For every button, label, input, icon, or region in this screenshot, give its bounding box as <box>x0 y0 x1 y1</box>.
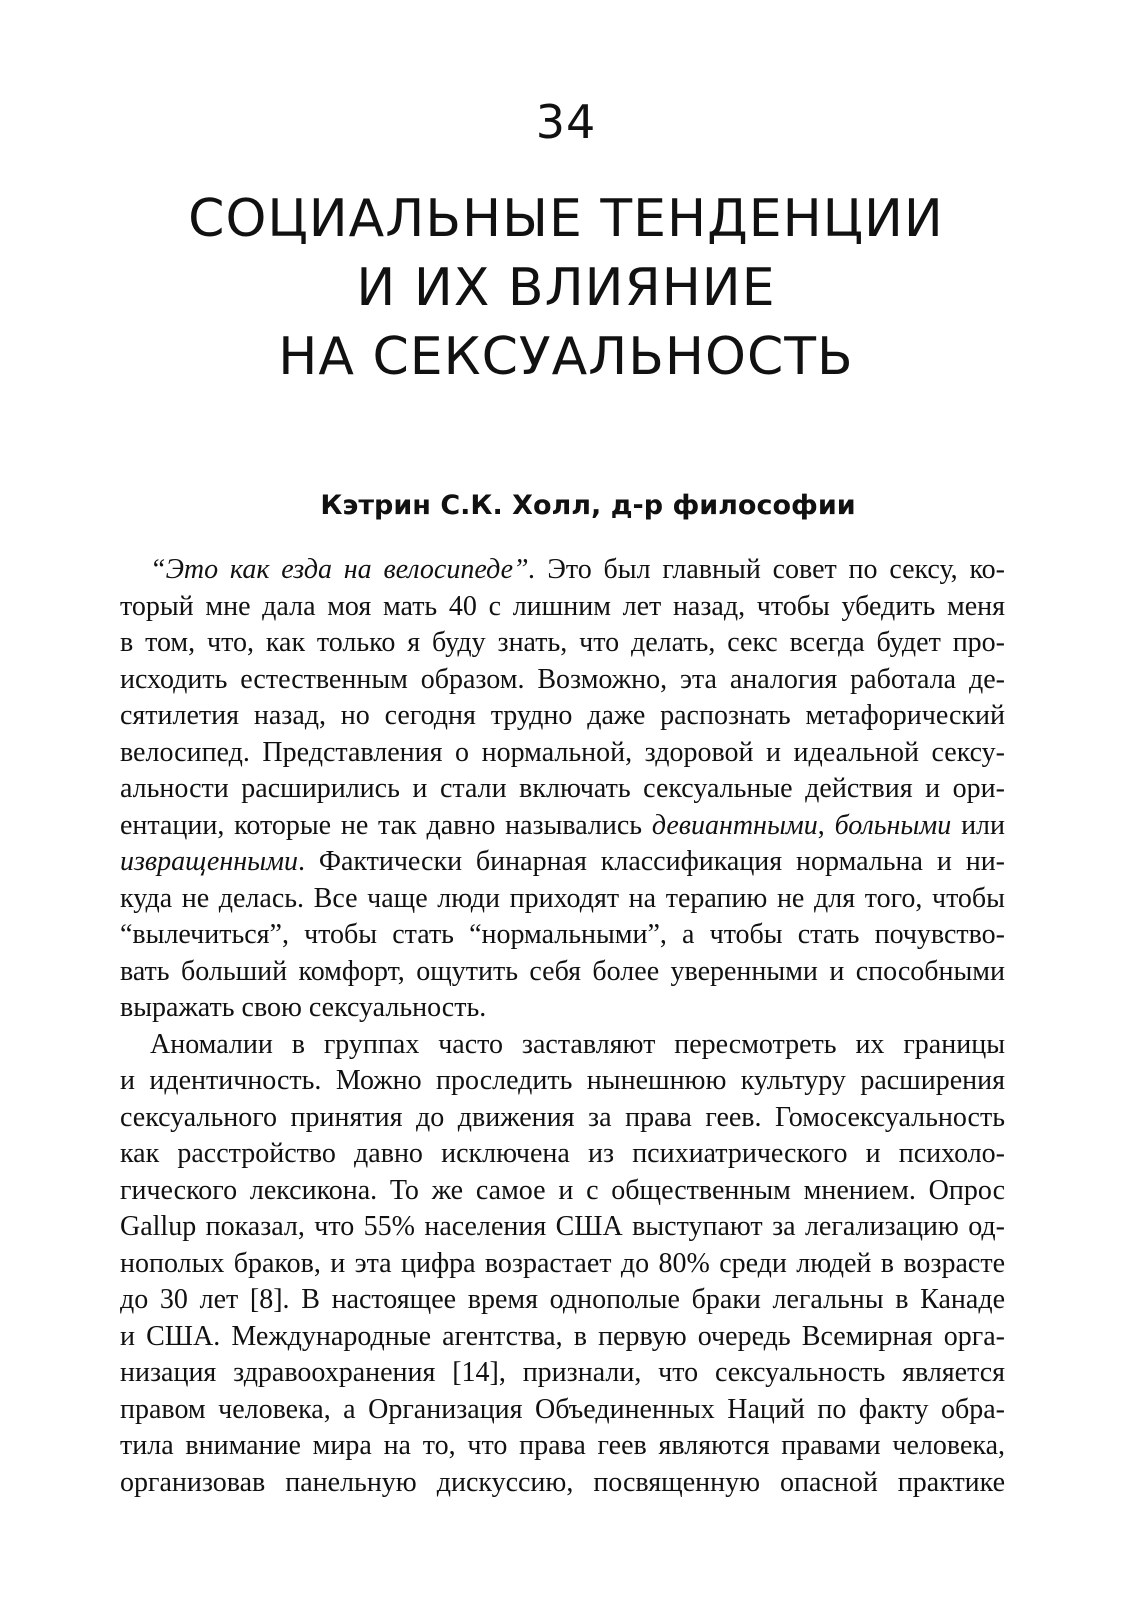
text-line: нополых браков, и эта цифра возрастает до 80% среди людей в возрасте <box>120 1247 1005 1279</box>
italic-term: девиантными <box>651 809 818 841</box>
text-line: сексуального принятия до движения за права геев. Гомосексуальность <box>120 1101 1005 1133</box>
text-line: и США. Международные агентства, в первую очередь Всемирная орга- <box>120 1320 1005 1352</box>
text-span: Это был главный совет по сексу, ко- <box>535 554 1005 585</box>
text-line: низация здравоохранения [14], признали, что сексуальность является <box>120 1357 1005 1388</box>
text-line: сятилетия назад, но сегодня трудно даже распознать метафорический <box>120 700 1005 731</box>
text-span: ентации, которые не так давно назывались <box>120 809 652 841</box>
text-line <box>120 844 1005 881</box>
chapter-title-line-1: СОЦИАЛЬНЫЕ ТЕНДЕНЦИИ <box>188 189 944 249</box>
text-line: до 30 лет [8]. В настоящее время однополые браки легальны в Канаде <box>120 1284 1005 1315</box>
article-body <box>120 552 1005 1501</box>
text-line: гического лексикона. То же самое и с общественным мнением. Опрос <box>120 1174 1005 1206</box>
text-line: выражать свою сексуальность. <box>120 992 487 1023</box>
text-span: , <box>817 809 835 841</box>
text-span: . Фактически бинарная классификация нормальна и ни- <box>297 846 1005 877</box>
text-line: правом человека, а Организация Объединенных Наций по факту обра- <box>120 1393 1005 1425</box>
text-line: Аномалии в группах часто заставляют пересмотреть их границы <box>150 1028 1005 1060</box>
text-line: в том, что, как только я буду знать, что делать, секс всегда будет про- <box>120 627 1005 658</box>
text-line: альности расширились и стали включать сексуальные действия и ори- <box>120 773 1005 804</box>
chapter-title-line-3: НА СЕКСУАЛЬНОСТЬ <box>278 327 854 387</box>
text-line: “вылечиться”, чтобы стать “нормальными”, а чтобы стать почувство- <box>120 919 1005 950</box>
chapter-number: 34 <box>535 95 597 149</box>
text-line <box>120 808 1005 845</box>
text-line: тила внимание мира на то, что права геев являются правами человека, <box>120 1430 1005 1461</box>
chapter-title-line-2: И ИХ ВЛИЯНИЕ <box>356 258 776 318</box>
text-line <box>120 552 1005 589</box>
text-line: велосипед. Представления о нормальной, здоровой и идеальной сексу- <box>120 736 1005 768</box>
text-line: Gallup показал, что 55% населения США выступают за легализацию од- <box>120 1211 1005 1242</box>
italic-term: извращенными <box>120 846 298 877</box>
text-line: торый мне дала моя мать 40 с лишним лет назад, чтобы убедить меня <box>120 590 1005 622</box>
text-line: как расстройство давно исключена из психиатрического и психоло- <box>120 1138 1005 1169</box>
paragraph-1 <box>120 552 1005 1027</box>
opening-quote: “Это как езда на велосипеде”. <box>150 554 536 585</box>
italic-term: больными <box>834 809 952 841</box>
text-line: куда не делась. Все чаще люди приходят на терапию не для того, чтобы <box>120 882 1005 914</box>
author-byline: Кэтрин С.К. Холл, д-р философии <box>320 490 856 521</box>
paragraph-2 <box>120 1027 1005 1502</box>
text-line: организовав панельную дискуссию, посвященную опасной практике <box>120 1466 1005 1498</box>
chapter-title <box>120 185 1012 392</box>
text-line: вать больший комфорт, ощутить себя более уверенными и способными <box>120 955 1005 987</box>
text-line: исходить естественным образом. Возможно, эта аналогия работала де- <box>120 663 1005 695</box>
text-span: или <box>951 809 1006 841</box>
text-line: и идентичность. Можно проследить нынешнюю культуру расширения <box>120 1065 1005 1096</box>
